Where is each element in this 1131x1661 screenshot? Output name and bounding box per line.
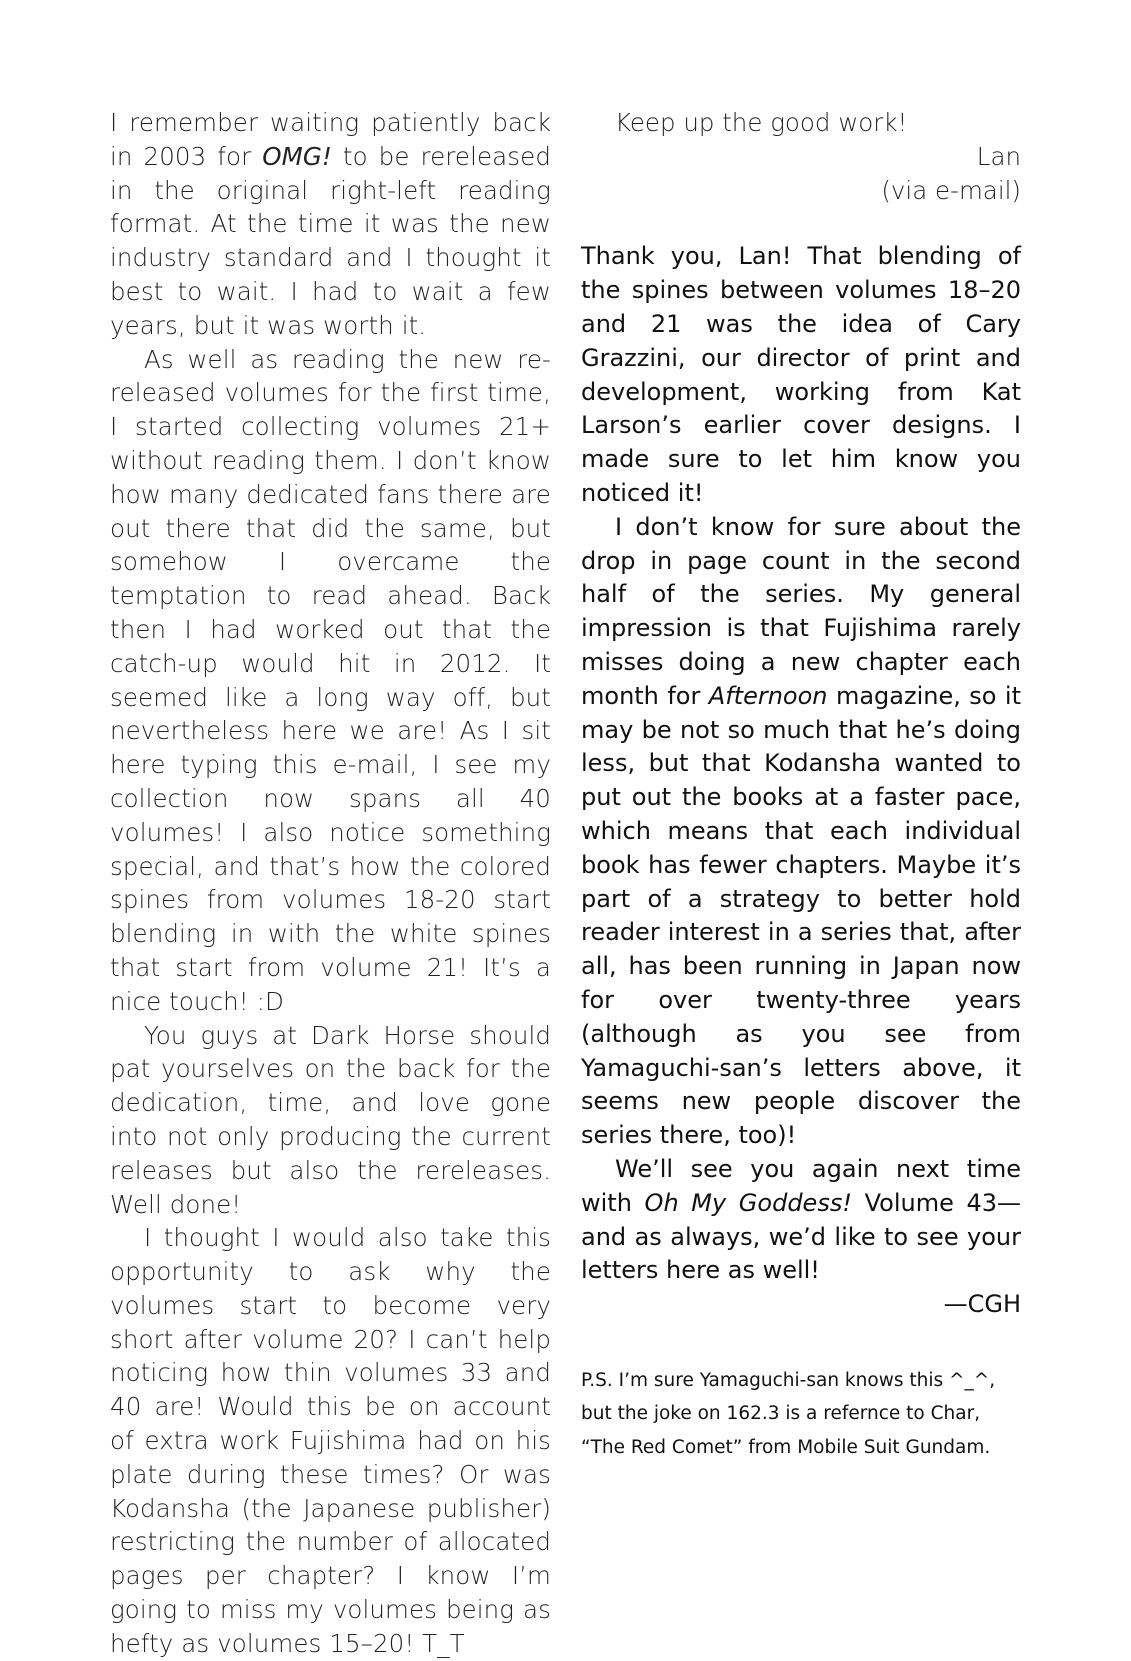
letter-via: (via e-mail) [881,175,1021,205]
italic-title: Afternoon [708,681,828,710]
letter-body [110,106,551,1661]
italic-title: OMG! [262,141,332,171]
paragraph [581,240,1021,510]
right-column [581,106,1021,1464]
text-run: You guys at Dark Horse should pat yourselves on the back for the dedication, time, and love gone into not only producing the current releases but also the rereleases. Well done! [110,1020,551,1219]
text-run: Volume 43—and as always, we’d like to see your letters here as well! [581,1188,1021,1285]
italic-title: Oh My Goddess! [644,1188,852,1217]
text-run: I remember waiting patiently back in 2003 for [110,108,551,171]
text-run: to be rereleased in the original right-left reading format. At the time it was the new industry standard and I thought it best to wait. I had to wait a few years, but it was worth it. [110,141,551,340]
paragraph [110,1221,551,1660]
paragraph [581,511,1021,1153]
paragraph [110,106,551,343]
postscript: P.S. I’m sure Yamaguchi-san knows this ^_^, but the joke on 162.3 is a refernce to Char, “The Red Comet” from Mobile Suit Gundam. [581,1369,996,1458]
paragraph [581,1153,1021,1288]
paragraph [110,343,551,1019]
text-run: I thought I would also take this opportunity to ask why the volumes start to become very short after volume 20? I can’t help noticing how thin volumes 33 and 40 are! Would this be on account of extra work Fujishima had on his plate during these times? Or was Kodansha (the Japanese publisher) restricting the number of allocated pages per chapter? I know I’m going to miss my volumes being as hefty as volumes 15–20! T_T [110,1223,551,1658]
text-run: Thank you, Lan! That blending of the spines between volumes 18–20 and 21 was the idea of Cary Grazzini, our director of print and development, working from Kat Larson’s earlier cover designs. I made sure to let him know you noticed it! [581,242,1021,507]
text-run: I don’t know for sure about the drop in page count in the second half of the series. My general impression is that Fujishima rarely misses doing a new chapter each month for [581,512,1021,710]
letter-author: Lan [976,141,1021,171]
letter-closing: Keep up the good work! [615,108,908,137]
paragraph [110,1019,551,1222]
text-run: As well as reading the new re-released volumes for the first time, I started collecting volumes 21+ without reading them. I don’t know how many dedicated fans there are out there that did the same, but somehow I overcame the temptation to read ahead. Back then I had worked out that the catch-up would hit in 2012. It seemed like a long way off, but nevertheless here we are! As I sit here typing this e-mail, I see my collection now spans all 40 volumes! I also notice something special, and that’s how the colored spines from volumes 18-20 start blending in with the white spines that start from volume 21! It’s a nice touch! :D [110,344,551,1016]
reply-signature: —CGH [943,1290,1021,1319]
text-run: magazine, so it may be not so much that he’s doing less, but that Kodansha wanted to put out the books at a faster pace, which means that each individual book has fewer chapters. Maybe it’s part of a strategy to better hold reader interest in a series that, after all, has been running in Japan now for over twenty-three years (although as you see from Yamaguchi-san’s letters above, it seems new people discover the series there, too)! [581,681,1021,1150]
letter-column [110,106,551,1661]
letter-signoff [581,106,1021,207]
editor-reply [581,240,1021,1322]
reply-body [581,240,1021,1288]
text-run: We’ll see you again next time with [581,1154,1021,1217]
